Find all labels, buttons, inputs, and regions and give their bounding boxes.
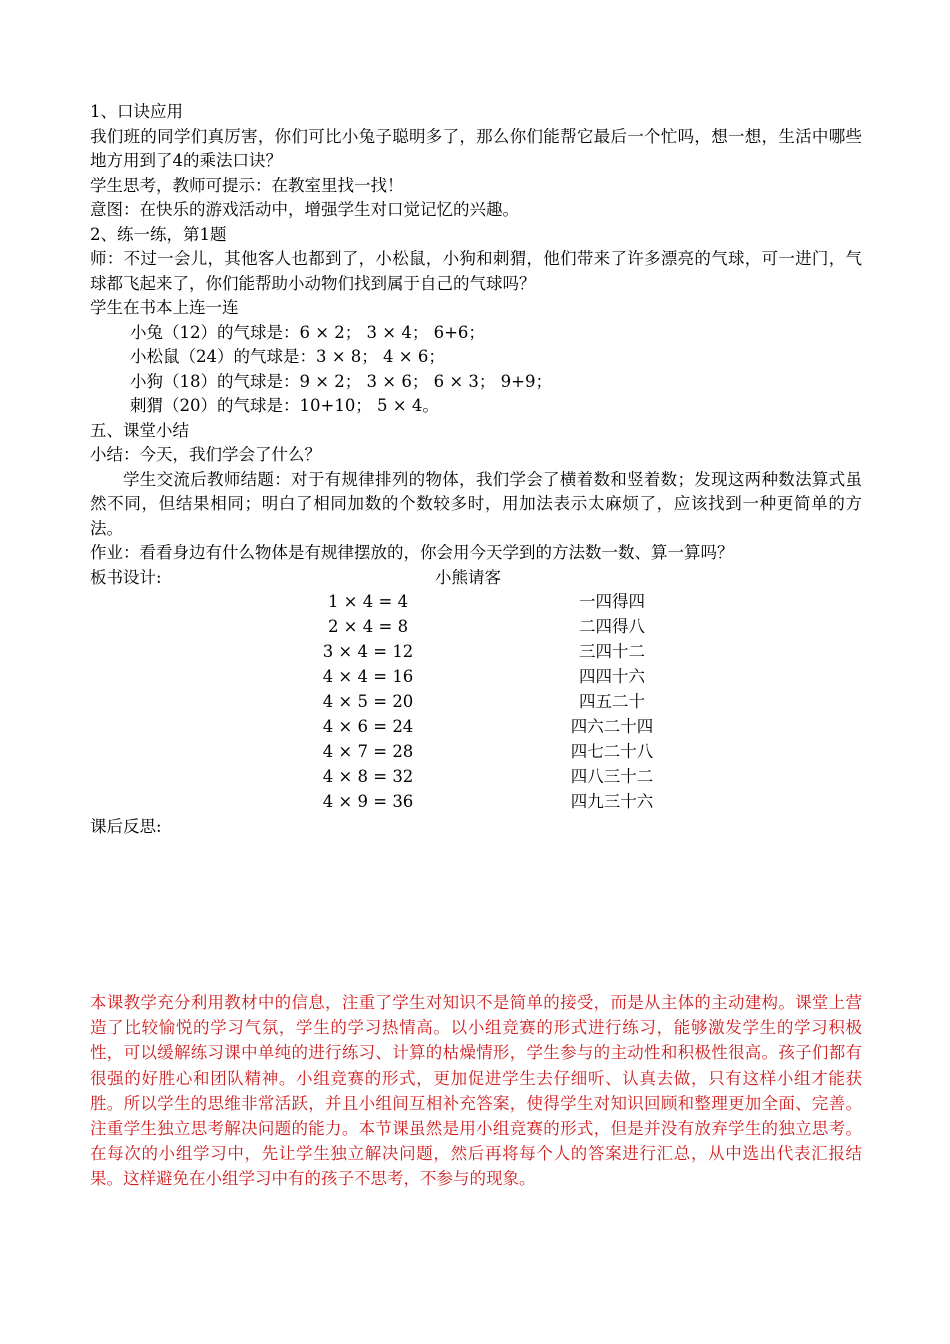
- board-equation: 4 × 8 = 32: [322, 767, 414, 786]
- section2-heading: 2、练一练，第1题: [90, 224, 227, 244]
- board-row: [90, 690, 862, 715]
- teaching-reflection: 本课教学充分利用教材中的信息，注重了学生对知识不是简单的接受，而是从主体的主动建构。课堂上营造了比较愉悦的学习气氛，学生的学习热情高。以小组竞赛的形式进行练习，能够激发学生的学习积极性，可以缓解练习课中单纯的进行练习、计算的枯燥情形，学生参与的主动性和积极性很高。孩子们都有很强的好胜心和团队精神。小组竞赛的形式，更加促进学生去仔细听、认真去做，只有这样小组才能获胜。所以学生的思维非常活跃，并且小组间互相补充答案，使得学生对知识回顾和整理更加全面、完善。注重学生独立思考解决问题的能力。本节课虽然是用小组竞赛的形式，但是并没有放弃学生的独立思考。在每次的小组学习中，先让学生独立解决问题，然后再将每个人的答案进行汇总，从中选出代表汇报结果。这样避免在小组学习中有的孩子不思考，不参与的现象。: [90, 993, 862, 1189]
- board-title: 小熊请客: [435, 567, 501, 587]
- section1-intent: 意图：在快乐的游戏活动中，增强学生对口觉记忆的兴趣。: [90, 200, 519, 219]
- board-header: [90, 566, 862, 591]
- board-row: [90, 715, 862, 740]
- board-label: 板书设计:: [90, 567, 162, 587]
- section1-paragraph: 我们班的同学们真厉害，你们可比小兔子聪明多了，那么你们能帮它最后一个忙吗，想一想，生活中哪些地方用到了4的乘法口诀？: [90, 126, 862, 170]
- board-verse: 四六二十四: [570, 717, 654, 736]
- document-body: [90, 100, 862, 840]
- board-row: [90, 615, 862, 640]
- balloon-item: 小狗（18）的气球是：9 × 2； 3 × 6； 6 × 3； 9+9；: [130, 371, 552, 391]
- board-verse: 四五二十: [579, 692, 645, 711]
- afterclass-label: 课后反思:: [90, 817, 162, 836]
- homework: 作业：看看身边有什么物体是有规律摆放的，你会用今天学到的方法数一数、算一算吗？: [90, 543, 734, 562]
- board-equation: 4 × 9 = 36: [322, 792, 414, 811]
- board-equation: 4 × 6 = 24: [322, 717, 414, 736]
- board-row: [90, 665, 862, 690]
- board-equation: 3 × 4 = 12: [322, 642, 414, 661]
- section1-heading: 1、口诀应用: [90, 102, 183, 121]
- board-verse: 四七二十八: [570, 742, 654, 761]
- section1-teacher-hint: 学生思考，教师可提示：在教室里找一找！: [90, 175, 404, 195]
- board-equation: 1 × 4 = 4: [327, 592, 409, 611]
- board-verse: 四八三十二: [570, 767, 654, 786]
- section2-paragraph: 师：不过一会儿，其他客人也都到了，小松鼠，小狗和刺猬，他们带来了许多漂亮的气球，可一进门，气球都飞起来了，你们能帮助小动物们找到属于自己的气球吗？: [90, 249, 862, 293]
- board-equation: 4 × 4 = 16: [322, 667, 414, 686]
- balloon-item: 小兔（12）的气球是：6 × 2； 3 × 4； 6+6；: [130, 322, 485, 342]
- summary-conclusion: 学生交流后教师结题：对于有规律排列的物体，我们学会了横着数和竖着数；发现这两种数法算式虽然不同，但结果相同；明白了相同加数的个数较多时，用加法表示太麻烦了，应该找到一种更简单的方法。: [90, 469, 862, 538]
- balloon-item: 小松鼠（24）的气球是：3 × 8； 4 × 6；: [130, 347, 445, 366]
- balloon-item: 刺猬（20）的气球是：10+10； 5 × 4。: [130, 396, 439, 415]
- board-row: [90, 740, 862, 765]
- board-verse: 三四十二: [579, 642, 645, 661]
- board-row: [90, 790, 862, 815]
- summary-question: 小结：今天，我们学会了什么？: [90, 445, 321, 464]
- board-verse: 四四十六: [579, 667, 645, 686]
- board-verse: 一四得四: [579, 592, 645, 611]
- board-verse: 四九三十六: [570, 792, 654, 811]
- board-equation: 4 × 5 = 20: [322, 692, 414, 711]
- board-verse: 二四得八: [579, 617, 645, 636]
- board-row: [90, 640, 862, 665]
- section5-heading: 五、课堂小结: [90, 420, 189, 440]
- board-equation: 4 × 7 = 28: [322, 742, 414, 761]
- section2-instruction: 学生在书本上连一连: [90, 298, 239, 317]
- board-equation: 2 × 4 = 8: [327, 617, 409, 636]
- board-row: [90, 765, 862, 790]
- board-row: [90, 590, 862, 615]
